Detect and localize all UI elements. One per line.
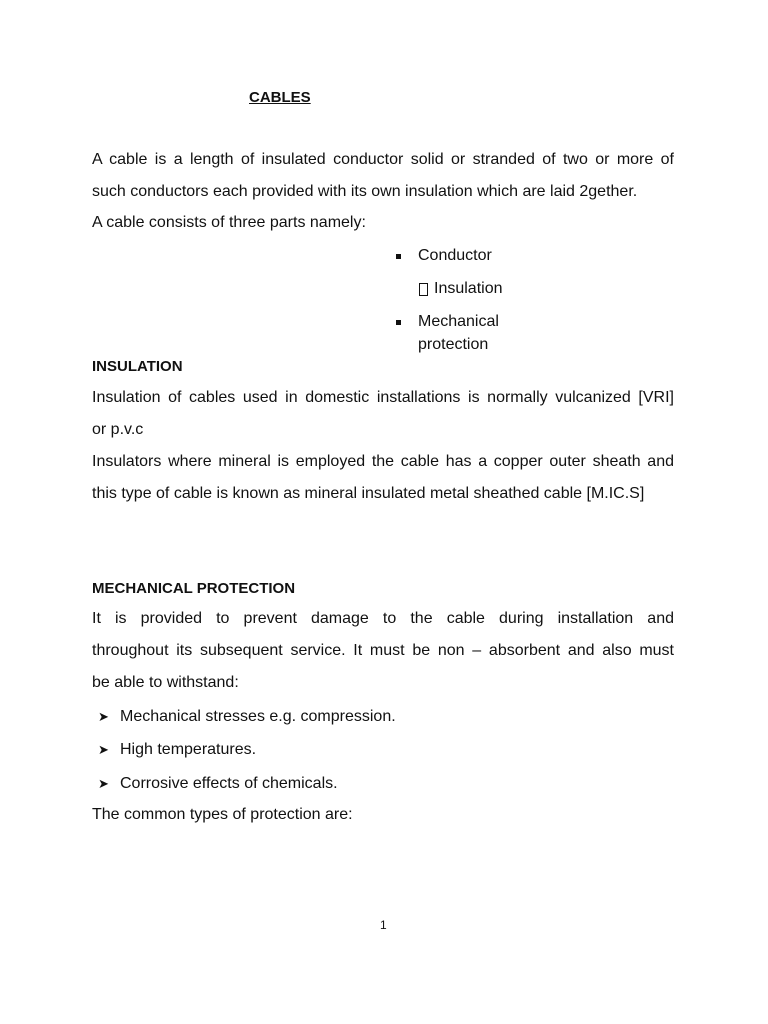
page-title: CABLES (249, 89, 311, 106)
parts-item-conductor: Conductor (418, 247, 492, 264)
mechanical-line-3: be able to withstand: (92, 674, 239, 691)
parts-item-mechanical: Mechanical (418, 313, 499, 330)
insulation-line-1: Insulation of cables used in domestic installations is normally vulcanized [VRI] (92, 389, 674, 406)
intro-line-3: A cable consists of three parts namely: (92, 214, 366, 231)
square-bullet-icon (396, 254, 401, 259)
parts-item-insulation: Insulation (434, 280, 503, 297)
square-bullet-icon (396, 320, 401, 325)
withstand-item: Mechanical stresses e.g. compression. (120, 708, 396, 725)
insulation-line-3: Insulators where mineral is employed the cable has a copper outer sheath and (92, 453, 674, 470)
insulation-line-4: this type of cable is known as mineral insulated metal sheathed cable [M.IC.S] (92, 485, 645, 502)
page-number: 1 (380, 918, 387, 932)
intro-line-1: A cable is a length of insulated conductor solid or stranded of two or more of (92, 151, 674, 168)
withstand-item: High temperatures. (120, 741, 257, 758)
section-heading-mechanical-protection: MECHANICAL PROTECTION (92, 580, 296, 597)
arrow-bullet-icon: ➤ (98, 776, 109, 791)
section-heading-insulation: INSULATION (92, 358, 183, 375)
withstand-item: Corrosive effects of chemicals. (120, 775, 338, 792)
mechanical-line-1: It is provided to prevent damage to the cable during installation and (92, 610, 674, 627)
missing-glyph-icon (419, 283, 428, 296)
mechanical-line-2: throughout its subsequent service. It must be non – absorbent and also must (92, 642, 674, 659)
parts-item-protection: protection (418, 336, 489, 353)
arrow-bullet-icon: ➤ (98, 709, 109, 724)
insulation-line-2: or p.v.c (92, 421, 144, 438)
protection-types-intro: The common types of protection are: (92, 806, 353, 823)
arrow-bullet-icon: ➤ (98, 742, 109, 757)
intro-line-2: such conductors each provided with its own insulation which are laid 2gether. (92, 183, 638, 200)
